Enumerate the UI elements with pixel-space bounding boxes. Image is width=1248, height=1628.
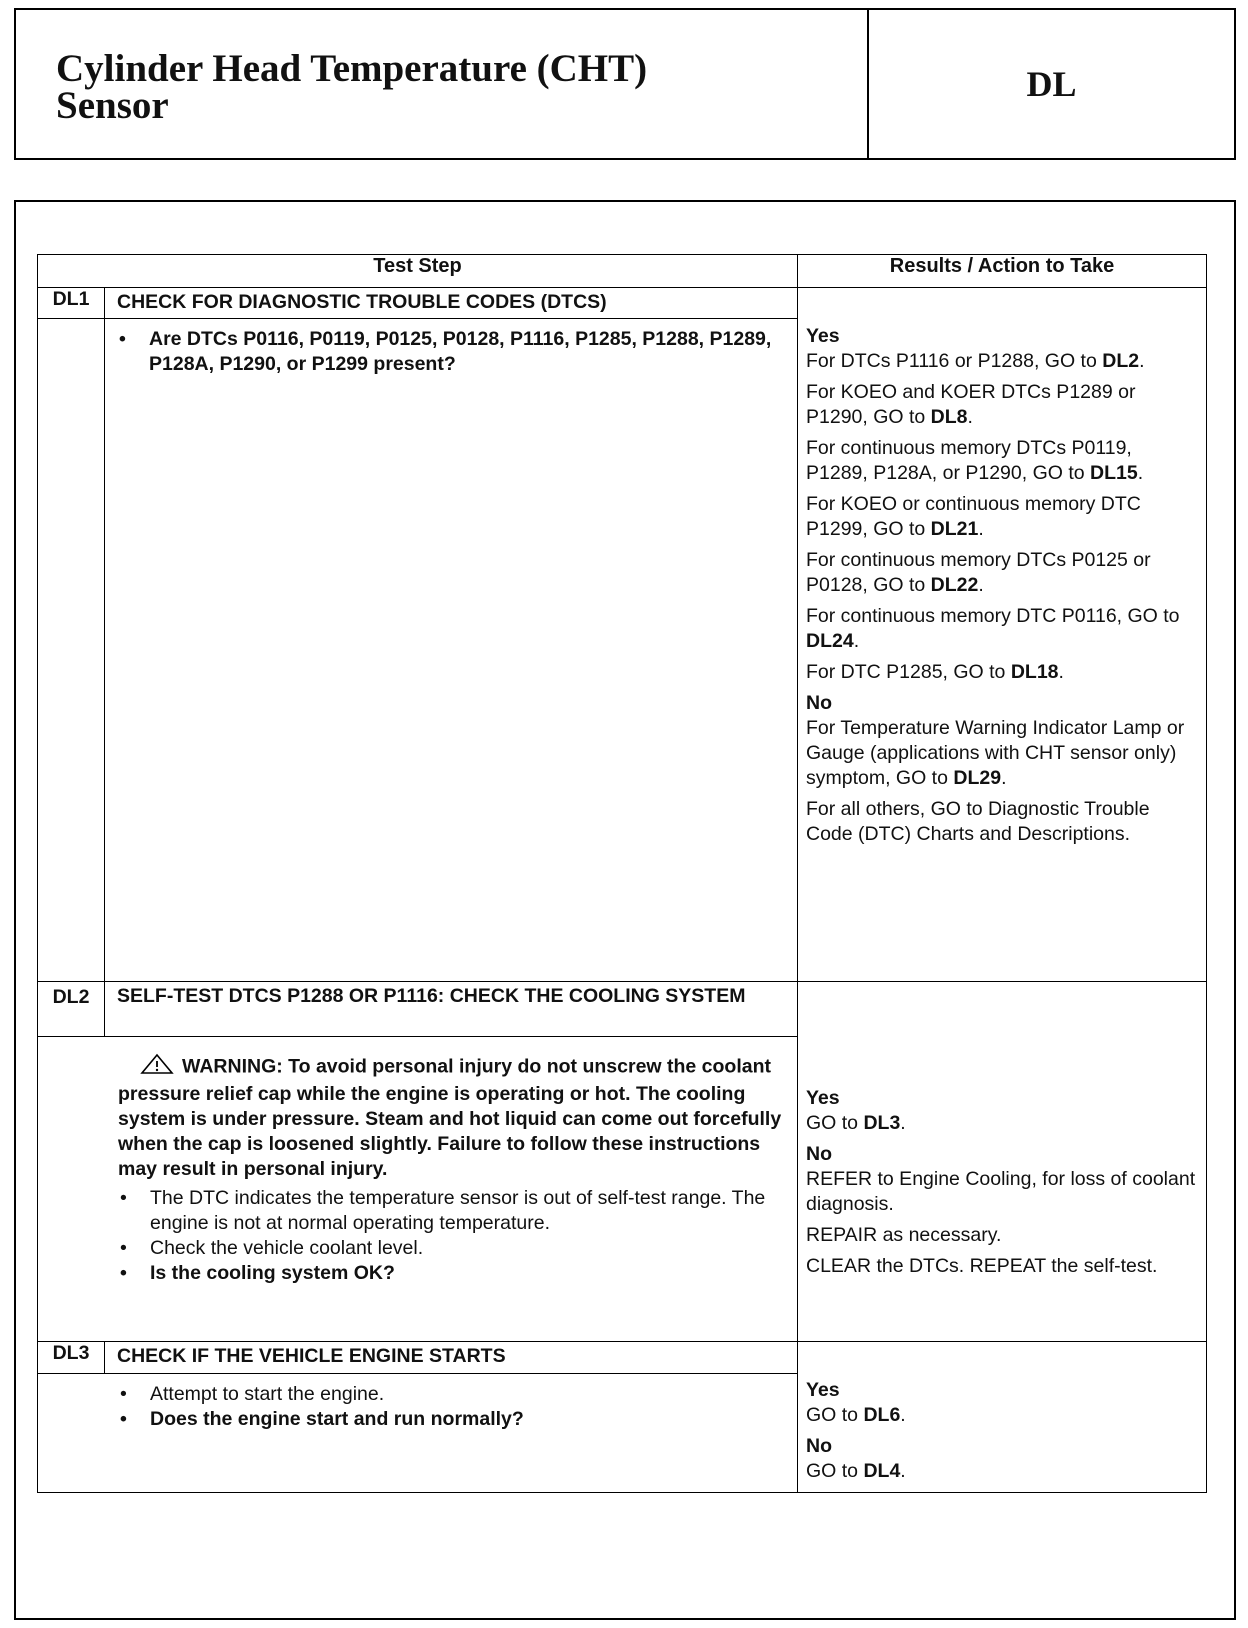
yes-label: Yes	[806, 325, 840, 347]
table-header-row	[38, 255, 1207, 288]
no-label: No	[806, 1435, 832, 1457]
header-results: Results / Action to Take	[798, 255, 1207, 288]
step-body	[38, 1374, 798, 1493]
result-item: For DTC P1285, GO to DL18.	[806, 661, 1064, 683]
step-body	[38, 1037, 798, 1342]
no-label: No	[806, 692, 832, 714]
bullet-item: • Check the vehicle coolant level.	[118, 1236, 785, 1261]
result-item: For continuous memory DTCs P0125 or P0128, GO to DL22.	[806, 549, 1151, 596]
step-body	[105, 319, 798, 982]
result-item: REFER to Engine Cooling, for loss of coolant diagnosis.	[806, 1168, 1196, 1215]
bullet-item: • Is the cooling system OK?	[118, 1261, 785, 1286]
warning-block	[118, 1053, 785, 1182]
diagnostic-table	[37, 254, 1207, 1493]
result-item: For continuous memory DTC P0116, GO to DL24.	[806, 605, 1180, 652]
bullet-item: • Attempt to start the engine.	[118, 1382, 785, 1407]
step-results	[798, 1342, 1207, 1493]
yes-label: Yes	[806, 1087, 840, 1109]
result-item: For KOEO or continuous memory DTC P1299, GO to DL21.	[806, 493, 1141, 540]
title-block	[14, 8, 1236, 160]
step-title-row	[38, 1342, 1207, 1374]
result-item: GO to DL3.	[806, 1112, 906, 1134]
step-code: DL2	[38, 982, 105, 1037]
page-title	[56, 47, 648, 127]
step-title: CHECK IF THE VEHICLE ENGINE STARTS	[105, 1342, 798, 1374]
warning-text: WARNING: To avoid personal injury do not unscrew the coolant pressure relief cap while the engine is operating or hot. The cooling system is under pressure. Steam and hot liquid can come out forcefully when the cap is loosened slightly. Failure to follow these instructions may result in personal injury.	[118, 1055, 782, 1180]
section-code: DL	[1026, 64, 1077, 104]
result-item: REPAIR as necessary.	[806, 1224, 1002, 1246]
result-item: For KOEO and KOER DTCs P1289 or P1290, GO to DL8.	[806, 381, 1136, 428]
page-title-line2: Sensor	[56, 84, 169, 127]
step-results	[798, 982, 1207, 1342]
step-title-row	[38, 288, 1207, 319]
result-item: CLEAR the DTCs. REPEAT the self-test.	[806, 1255, 1158, 1277]
result-item: GO to DL4.	[806, 1460, 906, 1482]
header-test-step: Test Step	[38, 255, 798, 288]
step-code: DL1	[38, 288, 105, 319]
result-item: For continuous memory DTCs P0119, P1289, P128A, or P1290, GO to DL15.	[806, 437, 1144, 484]
step-code: DL3	[38, 1342, 105, 1374]
title-cell	[16, 10, 869, 158]
bullet-item: • Are DTCs P0116, P0119, P0125, P0128, P1116, P1285, P1288, P1289, P128A, P1290, or P1299 present?	[117, 327, 785, 377]
step-title: CHECK FOR DIAGNOSTIC TROUBLE CODES (DTCS)	[105, 288, 798, 319]
bullet-item: • The DTC indicates the temperature sensor is out of self-test range. The engine is not at normal operating temperature.	[118, 1186, 785, 1236]
no-label: No	[806, 1143, 832, 1165]
bullet-item: • Does the engine start and run normally?	[118, 1407, 785, 1432]
step-title: SELF-TEST DTCS P1288 OR P1116: CHECK THE COOLING SYSTEM	[105, 982, 798, 1037]
warning-triangle-icon	[140, 1053, 174, 1082]
result-item: For DTCs P1116 or P1288, GO to DL2.	[806, 350, 1145, 372]
result-item: For Temperature Warning Indicator Lamp or Gauge (applications with CHT sensor only) symptom, GO to DL29.	[806, 717, 1185, 789]
yes-label: Yes	[806, 1379, 840, 1401]
result-item: GO to DL6.	[806, 1404, 906, 1426]
code-spacer	[38, 319, 105, 982]
page-title-line1: Cylinder Head Temperature (CHT)	[56, 47, 648, 90]
result-item: For all others, GO to Diagnostic Trouble Code (DTC) Charts and Descriptions.	[806, 798, 1150, 845]
step-results	[798, 288, 1207, 982]
step-title-row	[38, 982, 1207, 1037]
